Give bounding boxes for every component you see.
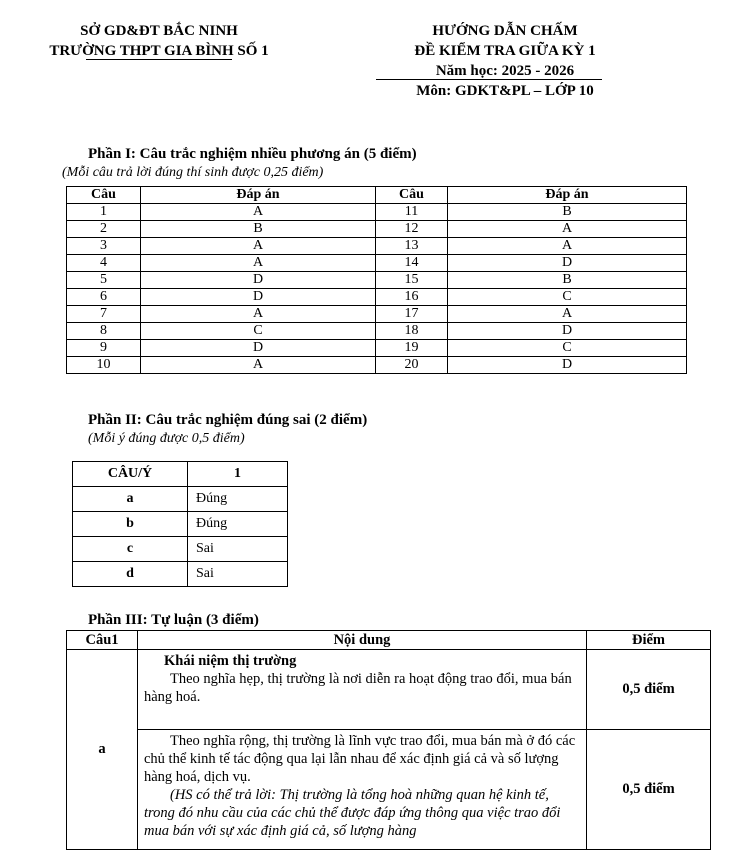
question-number: 8 xyxy=(67,323,141,340)
answer-letter: A xyxy=(448,306,687,323)
answer-content-1 xyxy=(138,650,587,730)
true-false-answer: Đúng xyxy=(188,487,288,512)
col-header-dap-an-2: Đáp án xyxy=(448,187,687,204)
answer-letter: D xyxy=(448,323,687,340)
answer-letter: D xyxy=(448,357,687,374)
answer-row-2 xyxy=(67,730,711,850)
concept-heading: Khái niệm thị trường xyxy=(164,653,297,669)
true-false-row xyxy=(73,537,288,562)
part1-title: Phần I: Câu trắc nghiệm nhiều phương án (5 điểm) xyxy=(88,146,417,162)
answer-row xyxy=(67,255,687,272)
true-false-answer: Đúng xyxy=(188,512,288,537)
question-number: 2 xyxy=(67,221,141,238)
col-header-noi-dung: Nội dung xyxy=(138,631,587,650)
part3-header-row xyxy=(67,631,711,650)
answer-row xyxy=(67,340,687,357)
col-header-cau1: Câu1 xyxy=(67,631,138,650)
answer-letter: C xyxy=(448,289,687,306)
answer-letter: A xyxy=(141,255,376,272)
question-number: 20 xyxy=(376,357,448,374)
department-name: SỞ GD&ĐT BẮC NINH xyxy=(80,23,238,39)
answer-letter: A xyxy=(448,238,687,255)
broad-definition: Theo nghĩa rộng, thị trường là lĩnh vực trao đổi, mua bán mà ở đó các chủ thể kinh tế tác động qua lại lẫn nhau để xác định giá cả và số lượng hàng hoá, dịch vụ. xyxy=(144,733,576,785)
part3-table xyxy=(66,630,711,850)
part2-title: Phần II: Câu trắc nghiệm đúng sai (2 điểm) xyxy=(88,412,368,428)
question-number: 13 xyxy=(376,238,448,255)
answer-letter: D xyxy=(141,340,376,357)
part2-table xyxy=(72,461,288,587)
question-number: 14 xyxy=(376,255,448,272)
col-header-1: 1 xyxy=(188,462,288,487)
true-false-row xyxy=(73,487,288,512)
answer-row xyxy=(67,357,687,374)
part3-title: Phần III: Tự luận (3 điểm) xyxy=(88,612,259,628)
col-header-cau-y: CÂU/Ý xyxy=(73,462,188,487)
part1-table xyxy=(66,186,687,374)
question-number: 11 xyxy=(376,204,448,221)
answer-row xyxy=(67,323,687,340)
year-underline xyxy=(376,79,602,80)
alternative-answer-note: (HS có thể trả lời: Thị trường là tổng hoà những quan hệ kinh tế, trong đó nhu cầu của các chủ thể được đáp ứng thông qua việc trao đổi mua bán với sự xác định giá cả, số lượng hàng xyxy=(144,787,561,839)
answer-letter: B xyxy=(448,272,687,289)
part1-header-row xyxy=(67,187,687,204)
sub-question-label: b xyxy=(73,512,188,537)
score-1: 0,5 điểm xyxy=(587,650,711,730)
true-false-row xyxy=(73,512,288,537)
subject-line: Môn: GDKT&PL – LỚP 10 xyxy=(416,83,594,99)
sub-question-label: c xyxy=(73,537,188,562)
question-number: 6 xyxy=(67,289,141,306)
answer-letter: D xyxy=(448,255,687,272)
col-header-dap-an: Đáp án xyxy=(141,187,376,204)
narrow-definition: Theo nghĩa hẹp, thị trường là nơi diễn ra hoạt động trao đổi, mua bán hàng hoá. xyxy=(144,671,572,705)
doc-header xyxy=(370,21,640,101)
question-number: 5 xyxy=(67,272,141,289)
question-number: 17 xyxy=(376,306,448,323)
col-header-cau-2: Câu xyxy=(376,187,448,204)
answer-letter: C xyxy=(448,340,687,357)
answer-letter: A xyxy=(448,221,687,238)
answer-letter: C xyxy=(141,323,376,340)
question-number: 1 xyxy=(67,204,141,221)
question-number: 12 xyxy=(376,221,448,238)
question-number: 16 xyxy=(376,289,448,306)
answer-row xyxy=(67,272,687,289)
part2-header-row xyxy=(73,462,288,487)
question-number: 18 xyxy=(376,323,448,340)
answer-row xyxy=(67,221,687,238)
answer-letter: A xyxy=(141,357,376,374)
question-label: a xyxy=(67,650,138,850)
col-header-diem: Điểm xyxy=(587,631,711,650)
answer-letter: B xyxy=(141,221,376,238)
school-header xyxy=(28,21,290,61)
answer-letter: D xyxy=(141,289,376,306)
question-number: 3 xyxy=(67,238,141,255)
answer-letter: A xyxy=(141,238,376,255)
sub-question-label: a xyxy=(73,487,188,512)
answer-row-1 xyxy=(67,650,711,730)
answer-letter: D xyxy=(141,272,376,289)
doc-title: HƯỚNG DẪN CHẤM xyxy=(432,23,578,39)
answer-content-2 xyxy=(138,730,587,850)
answer-letter: A xyxy=(141,306,376,323)
answer-letter: B xyxy=(448,204,687,221)
part2-note: (Mỗi ý đúng được 0,5 điểm) xyxy=(88,431,245,446)
true-false-row xyxy=(73,562,288,587)
question-number: 10 xyxy=(67,357,141,374)
school-underline xyxy=(86,59,232,60)
question-number: 7 xyxy=(67,306,141,323)
answer-row xyxy=(67,238,687,255)
true-false-answer: Sai xyxy=(188,537,288,562)
exam-title: ĐỀ KIỂM TRA GIỮA KỲ 1 xyxy=(414,43,596,59)
question-number: 9 xyxy=(67,340,141,357)
school-name: TRƯỜNG THPT GIA BÌNH SỐ 1 xyxy=(49,43,269,59)
answer-row xyxy=(67,204,687,221)
question-number: 15 xyxy=(376,272,448,289)
sub-question-label: d xyxy=(73,562,188,587)
school-year: Năm học: 2025 - 2026 xyxy=(435,63,575,79)
true-false-answer: Sai xyxy=(188,562,288,587)
col-header-cau: Câu xyxy=(67,187,141,204)
score-2: 0,5 điểm xyxy=(587,730,711,850)
answer-row xyxy=(67,289,687,306)
part1-note: (Mỗi câu trả lời đúng thí sinh được 0,25 điểm) xyxy=(62,165,324,180)
question-number: 4 xyxy=(67,255,141,272)
question-number: 19 xyxy=(376,340,448,357)
answer-letter: A xyxy=(141,204,376,221)
answer-row xyxy=(67,306,687,323)
